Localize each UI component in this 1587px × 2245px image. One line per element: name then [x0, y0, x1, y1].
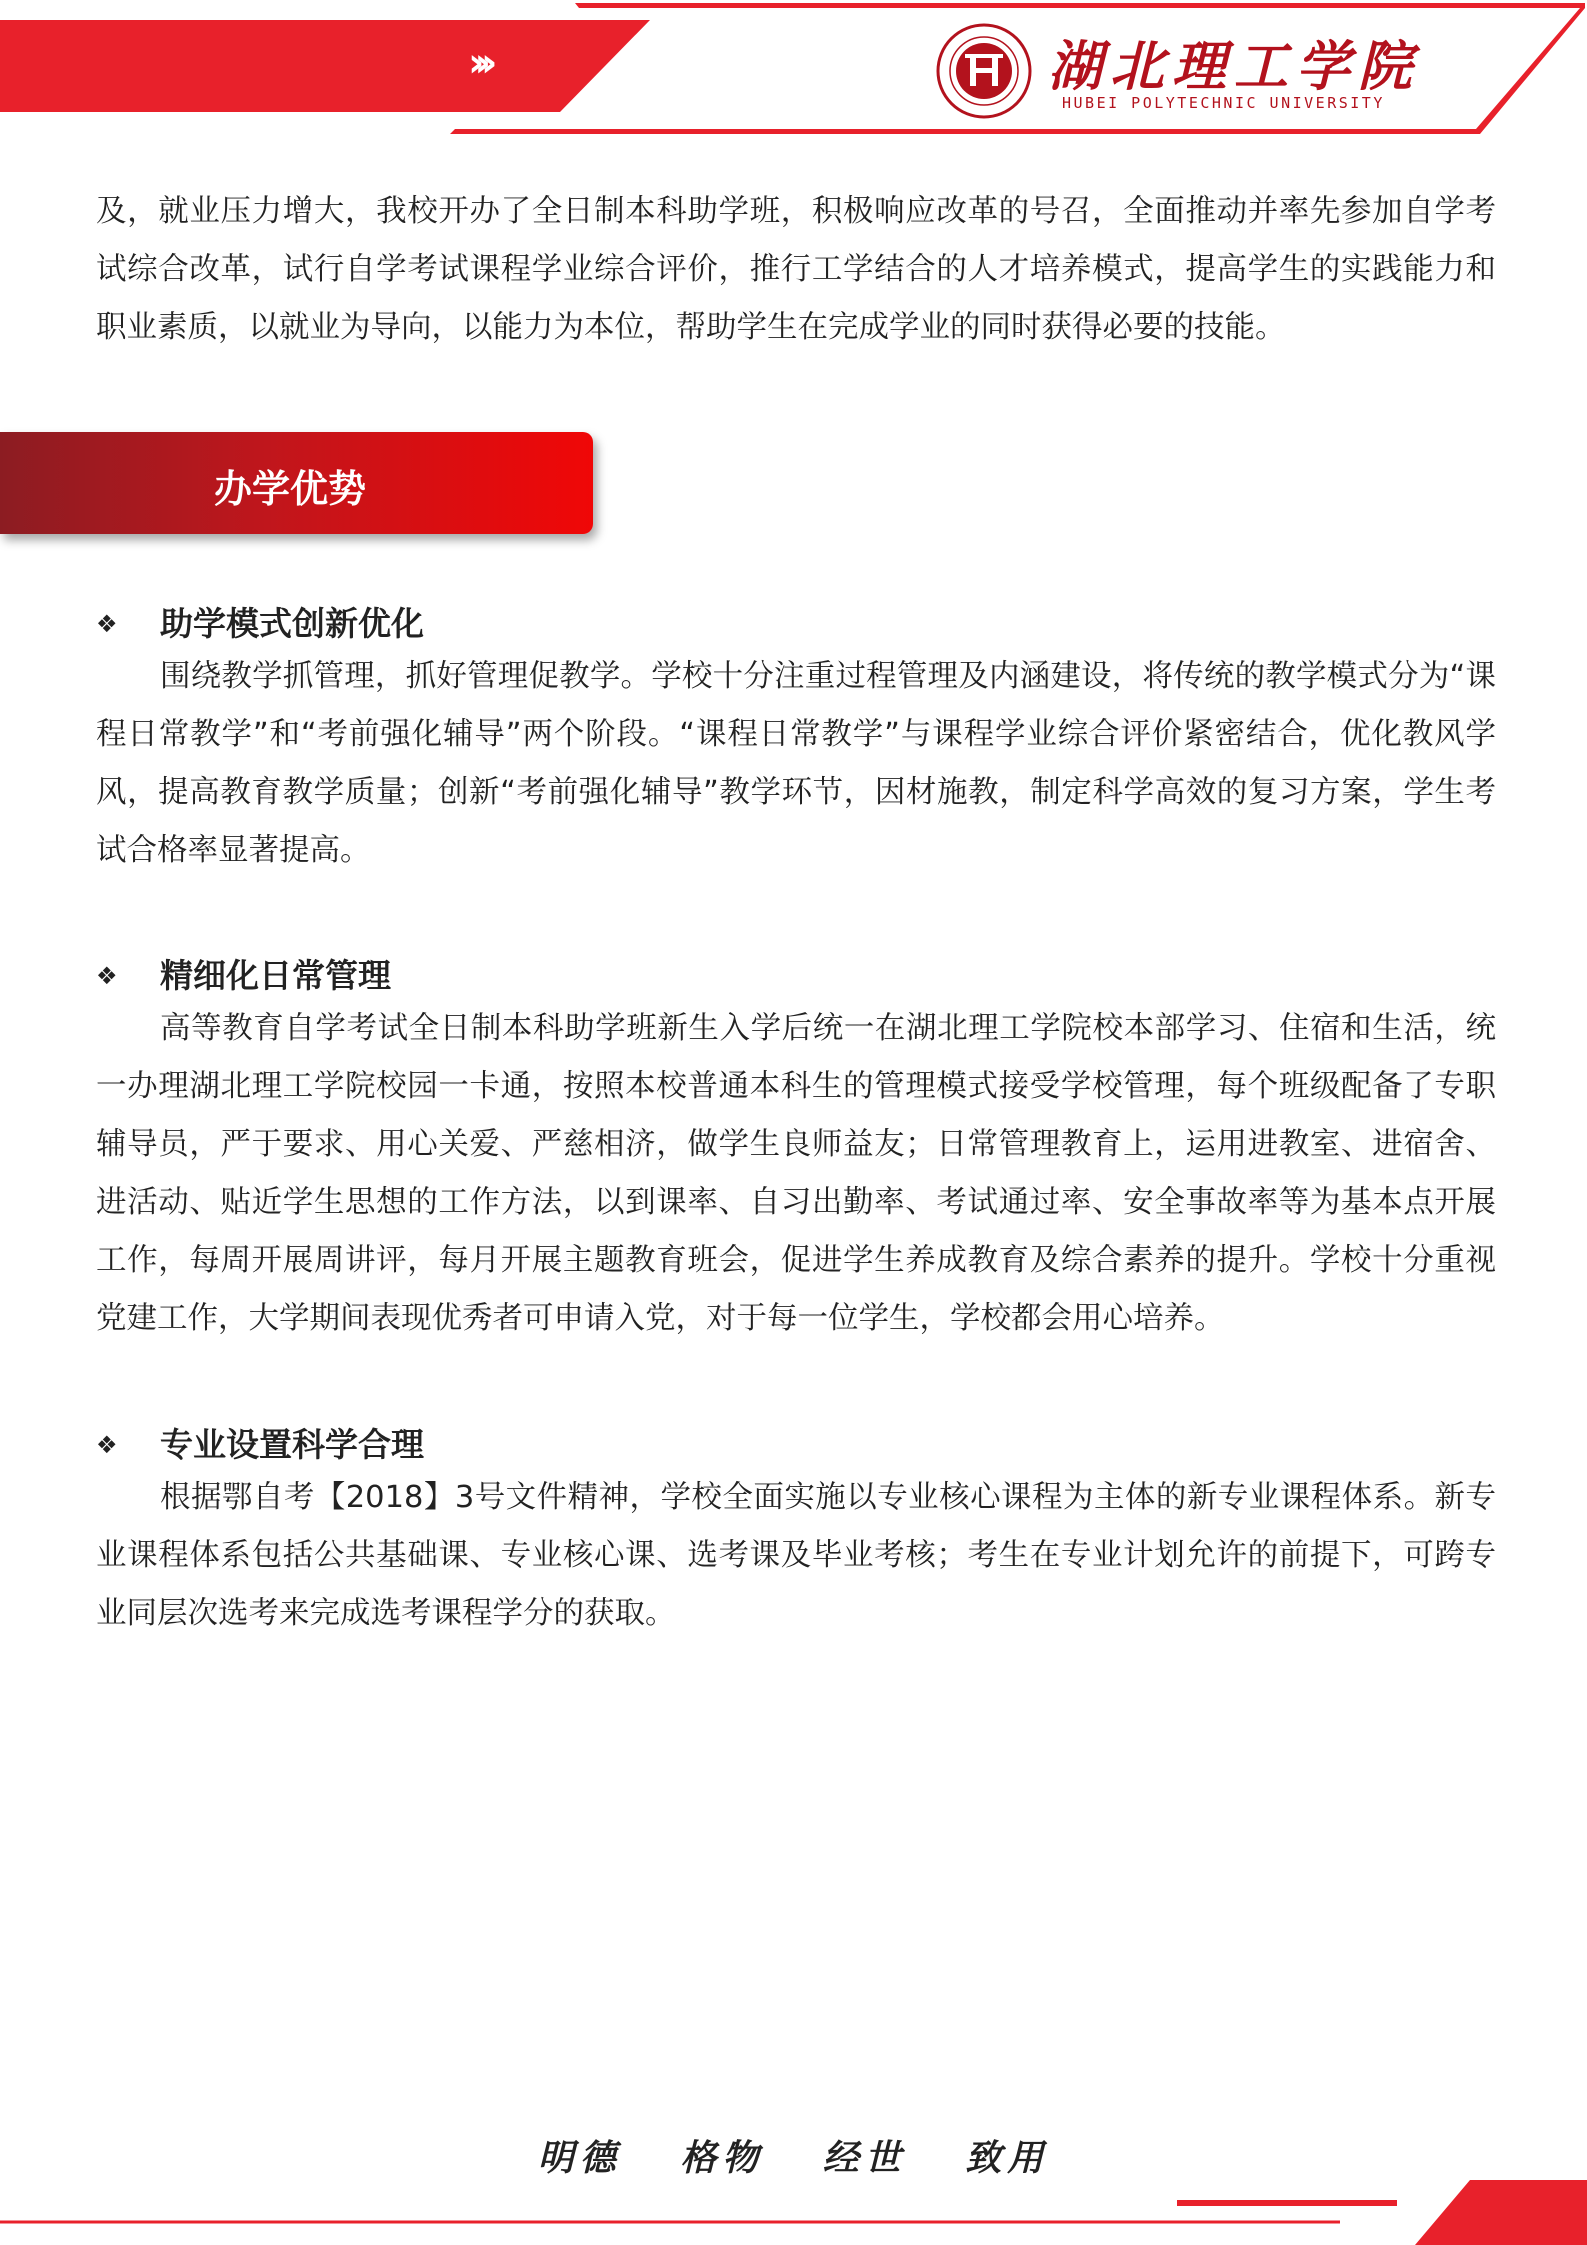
- diamond-bullet-icon: ❖: [96, 1431, 118, 1459]
- chevrons-icon: ›››: [468, 40, 488, 86]
- header-red-band: [0, 20, 650, 112]
- university-emblem-icon: [935, 22, 1033, 120]
- section-title: 办学优势: [214, 467, 367, 511]
- section-banner: [0, 432, 593, 534]
- item-heading-text: 专业设置科学合理: [160, 1425, 424, 1464]
- item-body: 围绕教学抓管理，抓好管理促教学。学校十分注重过程管理及内涵建设，将传统的教学模式分为“课程日常教学”和“考前强化辅导”两个阶段。“课程日常教学”与课程学业综合评价紧密结合，优化教风学风，提高教育教学质量；创新“考前强化辅导”教学环节，因材施教，制定科学高效的复习方案，学生考试合格率显著提高。: [96, 659, 1496, 868]
- item-heading-text: 助学模式创新优化: [160, 604, 424, 643]
- footer-banner: [0, 2160, 1587, 2245]
- intro-paragraph: 及，就业压力增大，我校开办了全日制本科助学班，积极响应改革的号召，全面推动并率先参加自学考试综合改革，试行自学考试课程学业综合评价，推行工学结合的人才培养模式，提高学生的实践能力和职业素质，以就业为导向，以能力为本位，帮助学生在完成学业的同时获得必要的技能。: [96, 194, 1496, 345]
- university-name-cn: 湖北理工学院: [1048, 34, 1420, 98]
- item-heading-text: 精细化日常管理: [160, 956, 391, 995]
- item-body: 根据鄂自考【2018】3号文件精神，学校全面实施以专业核心课程为主体的新专业课程体系。新专业课程体系包括公共基础课、专业核心课、选考课及毕业考核；考生在专业计划允许的前提下，可跨专业同层次选考来完成选考课程学分的获取。: [96, 1480, 1496, 1631]
- diamond-bullet-icon: ❖: [96, 610, 118, 638]
- item-body: 高等教育自学考试全日制本科助学班新生入学后统一在湖北理工学院校本部学习、住宿和生活，统一办理湖北理工学院校园一卡通，按照本校普通本科生的管理模式接受学校管理，每个班级配备了专职辅导员，严于要求、用心关爱、严慈相济，做学生良师益友；日常管理教育上，运用进教室、进宿舍、进活动、贴近学生思想的工作方法，以到课率、自习出勤率、考试通过率、安全事故率等为基本点开展工作，每周开展周讲评，每月开展主题教育班会，促进学生养成教育及综合素养的提升。学校十分重视党建工作，大学期间表现优秀者可申请入党，对于每一位学生，学校都会用心培养。: [96, 1011, 1496, 1336]
- item-heading: [96, 950, 391, 997]
- footer-motto: 明德 格物 经世 致用: [537, 2137, 1050, 2179]
- item-heading: [96, 598, 424, 645]
- university-name-en: HUBEI POLYTECHNIC UNIVERSITY: [1062, 94, 1385, 112]
- diamond-bullet-icon: ❖: [96, 962, 118, 990]
- item-heading: [96, 1419, 424, 1466]
